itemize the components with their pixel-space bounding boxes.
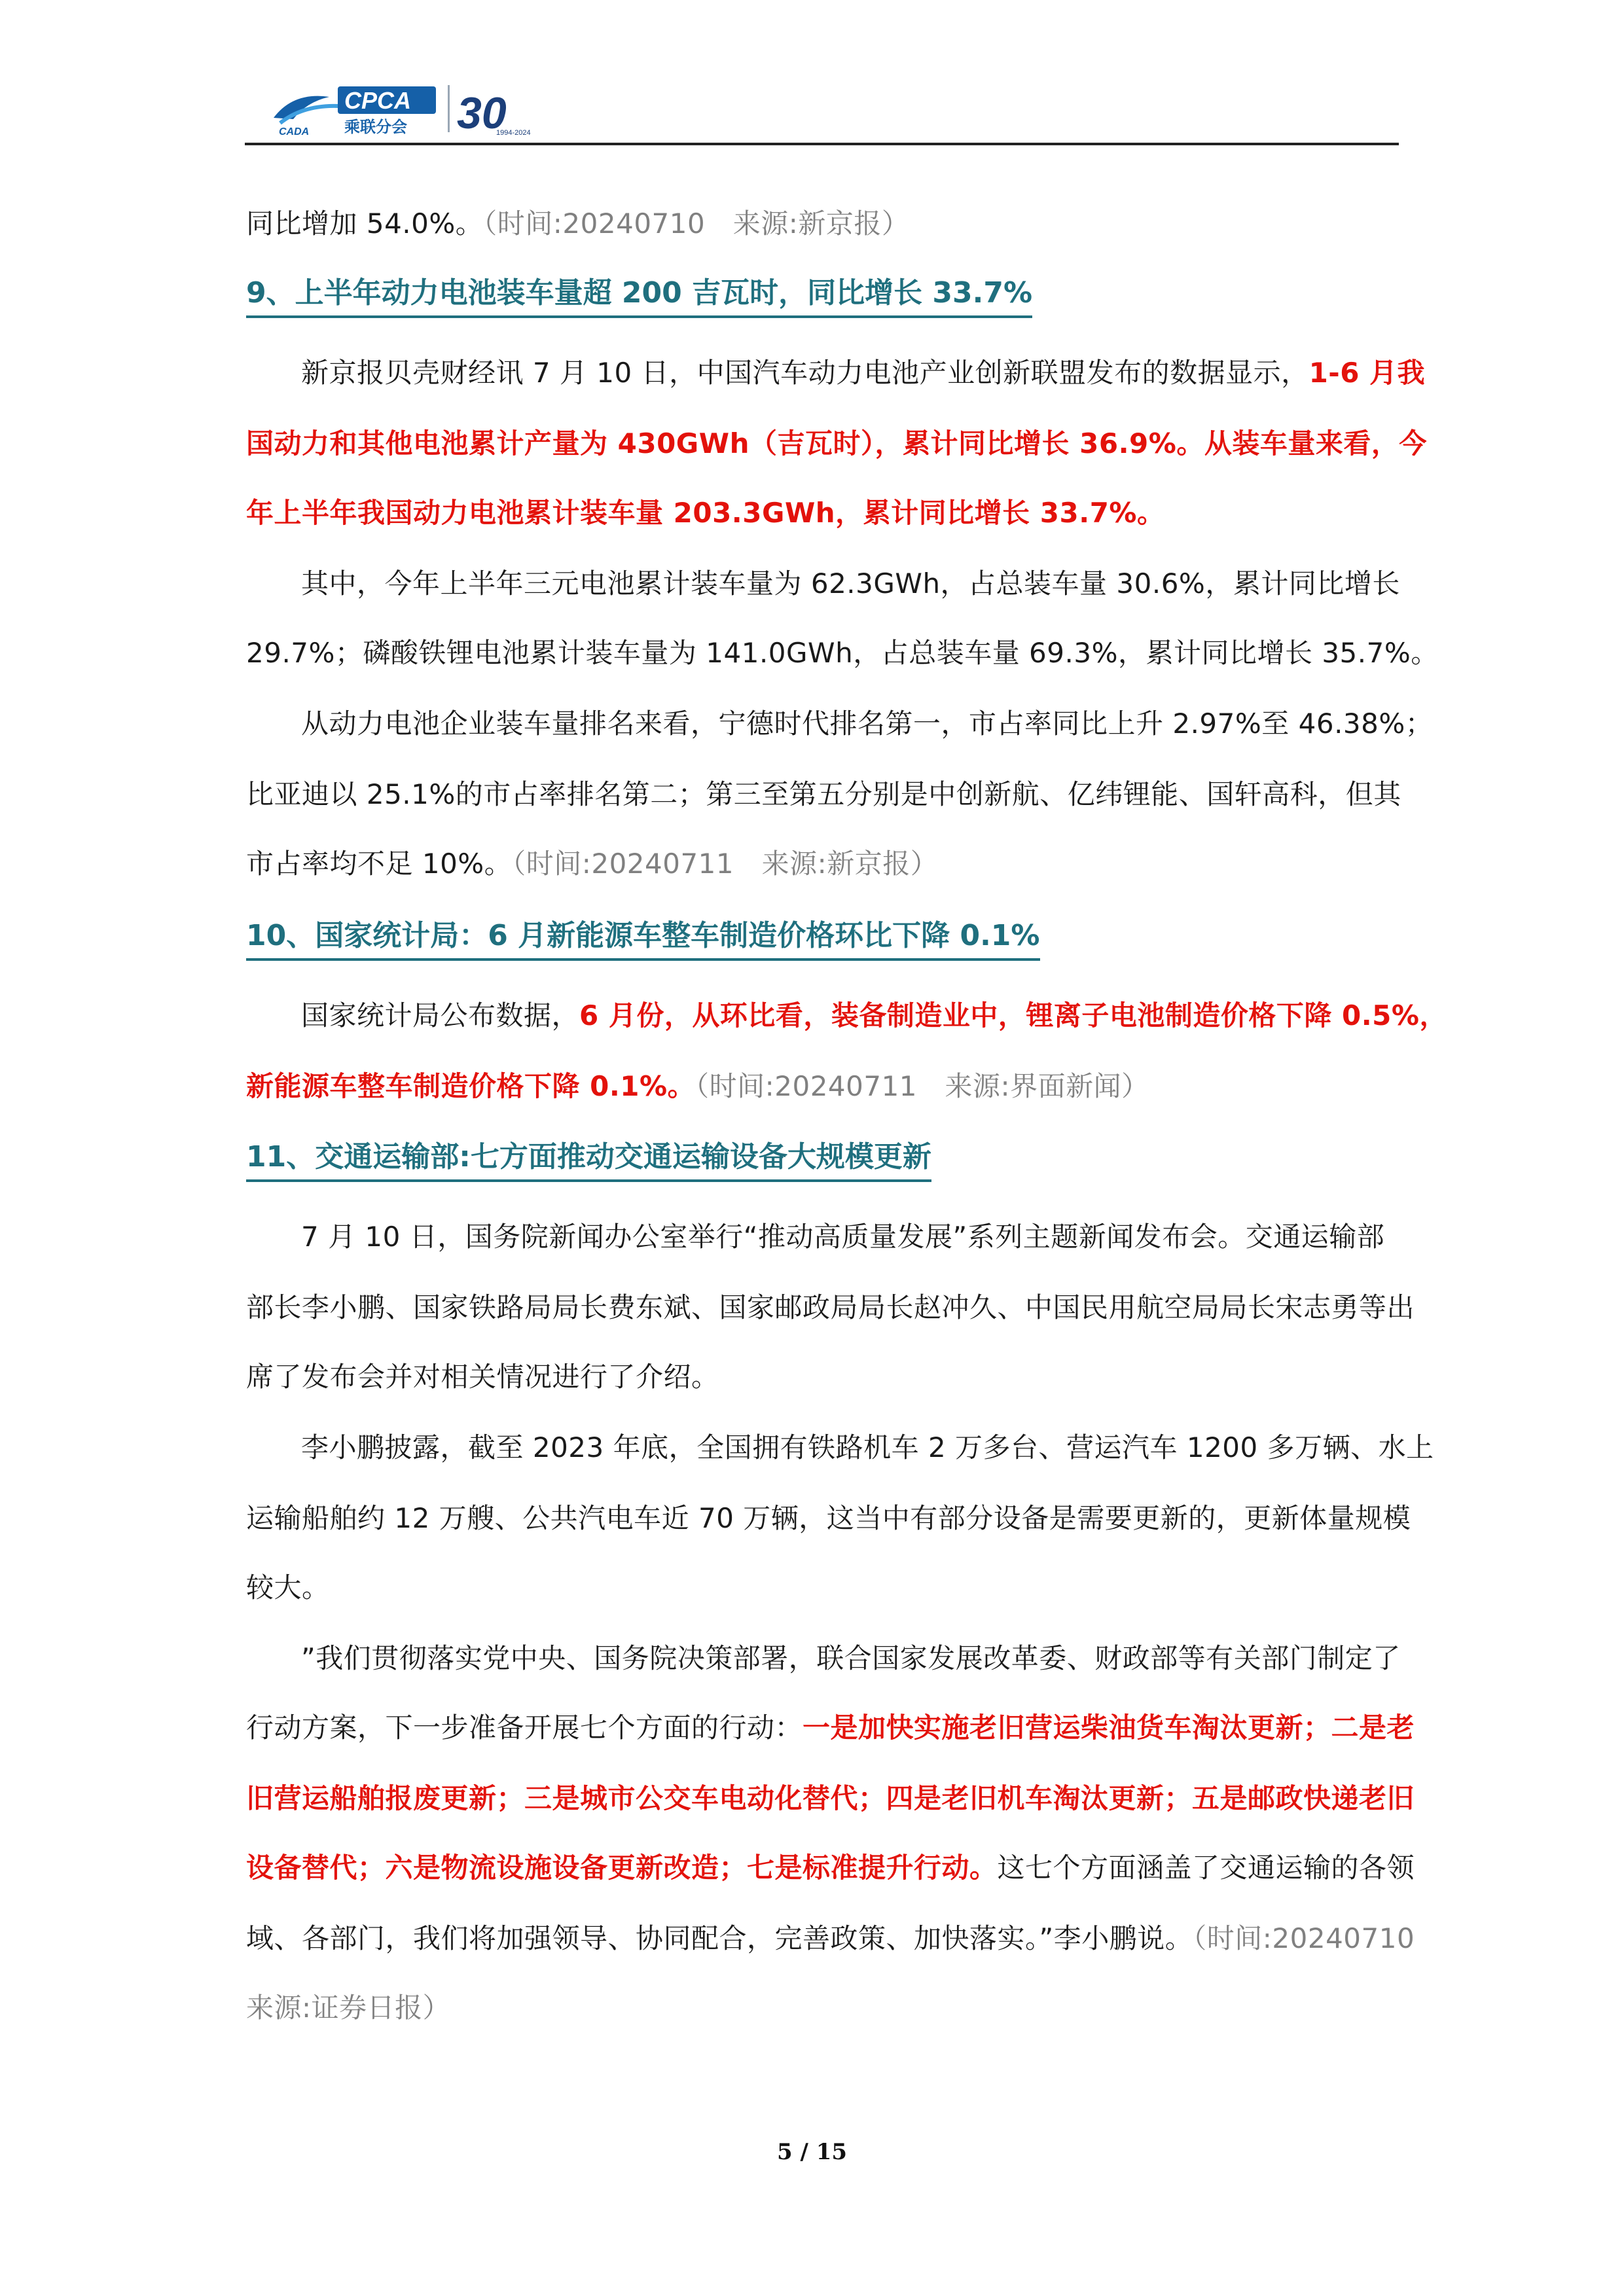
paragraph-line: 新京报贝壳财经讯 7 月 10 日，中国汽车动力电池产业创新联盟发布的数据显示，1-6 月我 — [301, 357, 1426, 389]
paragraph-line: 年上半年我国动力电池累计装车量 203.3GWh，累计同比增长 33.7%。 — [246, 497, 1165, 529]
logo-graphic — [267, 72, 568, 137]
paragraph-line: ”我们贯彻落实党中央、国务院决策部署，联合国家发展改革委、财政部等有关部门制定了 — [301, 1642, 1401, 1674]
paragraph-line: 旧营运船舶报废更新；三是城市公交车电动化替代；四是老旧机车淘汰更新；五是邮政快递老旧 — [246, 1782, 1415, 1814]
paragraph-line: 席了发布会并对相关情况进行了介绍。 — [246, 1361, 719, 1393]
section-heading-9: 9、上半年动力电池装车量超 200 吉瓦时，同比增长 33.7% — [246, 274, 1032, 318]
source-meta: （时间:20240711 来源:界面新闻） — [695, 1070, 1149, 1102]
logo-years: 1994-2024 — [496, 129, 531, 137]
source-meta: 来源:证券日报） — [246, 1992, 451, 2024]
paragraph-line: 李小鹏披露，截至 2023 年底，全国拥有铁路机车 2 万多台、营运汽车 1200 多万辆、水上 — [301, 1431, 1434, 1463]
logo-cpca: CPCA — [344, 87, 412, 114]
paragraph-line: 市占率均不足 10%。（时间:20240711 来源:新京报） — [246, 848, 939, 880]
paragraph-line: 国家统计局公布数据，6 月份，从环比看，装备制造业中，锂离子电池制造价格下降 0.5%， — [301, 999, 1447, 1031]
logo-cn: 乘联分会 — [344, 118, 407, 136]
paragraph-line: 7 月 10 日，国务院新闻办公室举行“推动高质量发展”系列主题新闻发布会。交通运输部 — [301, 1221, 1385, 1253]
paragraph-line: 较大。 — [246, 1571, 330, 1604]
logo-cada: CADA — [279, 126, 310, 137]
page-number: 5 / 15 — [776, 2139, 848, 2165]
paragraph-line: 国动力和其他电池累计产量为 430GWh（吉瓦时），累计同比增长 36.9%。从装车量来看，今 — [246, 427, 1427, 459]
paragraph-line: 29.7%；磷酸铁锂电池累计装车量为 141.0GWh，占总装车量 69.3%，累计同比增长 35.7%。 — [246, 637, 1439, 669]
logo-30: 30 — [457, 88, 507, 137]
header-divider — [245, 143, 1399, 145]
cpca-logo — [267, 72, 568, 137]
paragraph-line: 运输船舶约 12 万艘、公共汽电车近 70 万辆，这当中有部分设备是需要更新的，更新体量规模 — [246, 1502, 1411, 1534]
page-header — [245, 65, 1399, 144]
paragraph-line: 其中，今年上半年三元电池累计装车量为 62.3GWh，占总装车量 30.6%，累计同比增长 — [301, 567, 1400, 600]
paragraph-line: 设备替代；六是物流设施设备更新改造；七是标准提升行动。这七个方面涵盖了交通运输的各领 — [246, 1852, 1415, 1884]
paragraph-line: 新能源车整车制造价格下降 0.1%。（时间:20240711 来源:界面新闻） — [246, 1070, 1149, 1102]
source-meta: （时间:20240711 来源:新京报） — [512, 848, 939, 880]
paragraph-line: 部长李小鹏、国家铁路局局长费东斌、国家邮政局局长赵冲久、中国民用航空局局长宋志勇等出 — [246, 1291, 1415, 1323]
paragraph-line: 从动力电池企业装车量排名来看，宁德时代排名第一，市占率同比上升 2.97%至 46.38%； — [301, 708, 1434, 740]
section-heading-10: 10、国家统计局：6 月新能源车整车制造价格环比下降 0.1% — [246, 916, 1040, 961]
paragraph-line: 比亚迪以 25.1%的市占率排名第二；第三至第五分别是中创新航、亿纬锂能、国轩高科，但其 — [246, 778, 1401, 810]
paragraph-line: 域、各部门，我们将加强领导、协同配合，完善政策、加快落实。”李小鹏说。（时间:20240710 — [246, 1922, 1415, 1954]
paragraph-line: 同比增加 54.0%。（时间:20240710 来源:新京报） — [246, 207, 910, 240]
source-meta: （时间:20240710 — [1193, 1922, 1415, 1954]
source-meta: （时间:20240710 来源:新京报） — [483, 207, 910, 240]
section-heading-11: 11、交通运输部:七方面推动交通运输设备大规模更新 — [246, 1138, 931, 1182]
paragraph-line: 行动方案，下一步准备开展七个方面的行动：一是加快实施老旧营运柴油货车淘汰更新；二是老 — [246, 1712, 1415, 1744]
